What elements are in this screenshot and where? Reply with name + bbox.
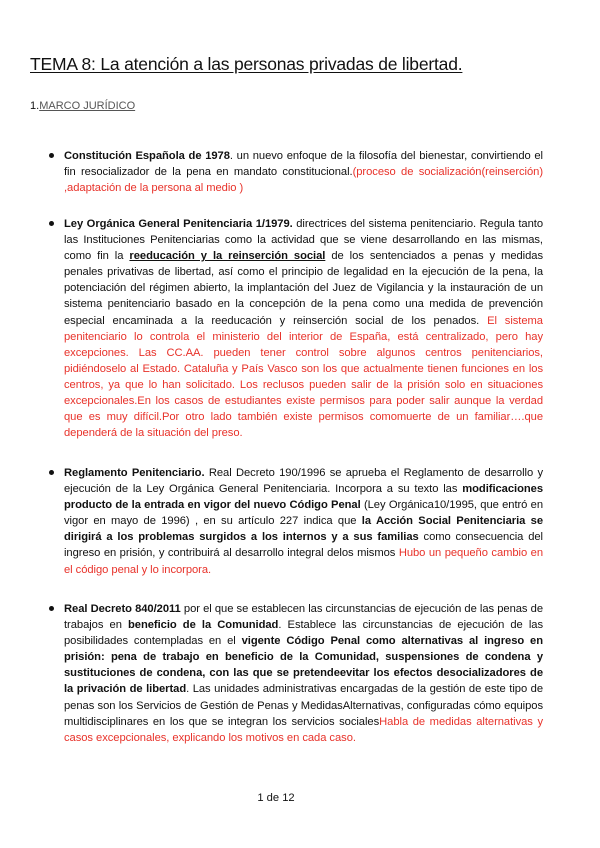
section-link[interactable]: MARCO JURÍDICO (39, 100, 136, 112)
list-item-text: Ley Orgánica General Penitenciaria 1/1979. directrices del sistema penitenciario. Regula tanto las Instituciones Penitenciarias como la actividad que se viene desarrollando en las mismas, como fin la reeducación y la reinserción social de los sentenciados a penas y medidas penales privativas de libertad, así como el principio de legalidad en la ejecución de la pena, la potenciación del régimen abierto, la implantación del Juez de Vigilancia y la instauración de un sistema penitenciario basado en la concepción de la pena como una medida de prevención especial encaminada a la reeducación y reinserción social de los penados. El sistema penitenciario lo controla el ministerio del interior de España, está centralizado, pero hay excepciones. Las CC.AA. pueden tener control sobre algunos centros penitenciarios, pidiéndoselo al Estado. Cataluña y País Vasco son los que actualmente tienen funciones en los centros, ya que lo han solicitado. Los reclusos pueden salir de la prisión solo en situaciones excepcionales.En los casos de estudiantes existe permisos para poder salir aunque la verdad que es muy difícil.Por otro lado también existe permisos comomuerte de un familiar….que dependerá de la situación del preso. (64, 218, 544, 440)
bullet-icon (49, 153, 54, 158)
list-item-reglamento (45, 465, 543, 578)
list-item-constitucion (45, 148, 543, 196)
list-item-ley-organica (45, 216, 543, 441)
page-number: 1 de 12 (257, 792, 295, 804)
section-heading (30, 100, 135, 112)
list-item-text: Constitución Española de 1978. un nuevo enfoque de la filosofía del bienestar, convirtiendo el fin resocializador de la pena en mandato constitucional.(proceso de socialización(reinserción) ,adaptación de la persona al medio ) (64, 150, 543, 195)
list-item-text: Real Decreto 840/2011 por el que se establecen las circunstancias de ejecución de las penas de trabajos en beneficio de la Comunidad. Establece las circunstancias de ejecución de las posibilidades contempladas en el vigente Código Penal como alternativas al ingreso en prisión: pena de trabajo en beneficio de la Comunidad, suspensiones de condena y sustituciones de condena, con las que se pretendeevitar los efectos desocializadores de la privación de libertad. Las unidades administrativas encargadas de la gestión de este tipo de penas son los Servicios de Gestión de Penas y MedidasAlternativas, configuradas cómo equipos multidisciplinares en los que se integran los servicios socialesHabla de medidas alternativas y casos excepcionales, explicando los motivos en cada caso. (64, 603, 543, 744)
section-number: 1. (30, 100, 40, 112)
list-item-text: Reglamento Penitenciario. Real Decreto 190/1996 se aprueba el Reglamento de desarrollo y ejecución de la Ley Orgánica General Penitenciaria. Incorpora a su texto las modificaciones producto de la entrada en vigor del nuevo Código Penal (Ley Orgánica10/1995, que entró en vigor en mayo de 1996) , en su artículo 227 indica que la Acción Social Penitenciaria se dirigirá a los problemas surgidos a los internos y a sus familias como consecuencia del ingreso en prisión, y contribuirá al desarrollo integral delos mismos Hubo un pequeño cambio en el código penal y lo incorpora. (64, 467, 544, 576)
bullet-icon (49, 221, 54, 226)
list-item-real-decreto (45, 601, 543, 746)
bullet-icon (49, 470, 54, 475)
bullet-icon (49, 606, 54, 611)
page-title: TEMA 8: La atención a las personas privadas de libertad. (30, 54, 463, 74)
